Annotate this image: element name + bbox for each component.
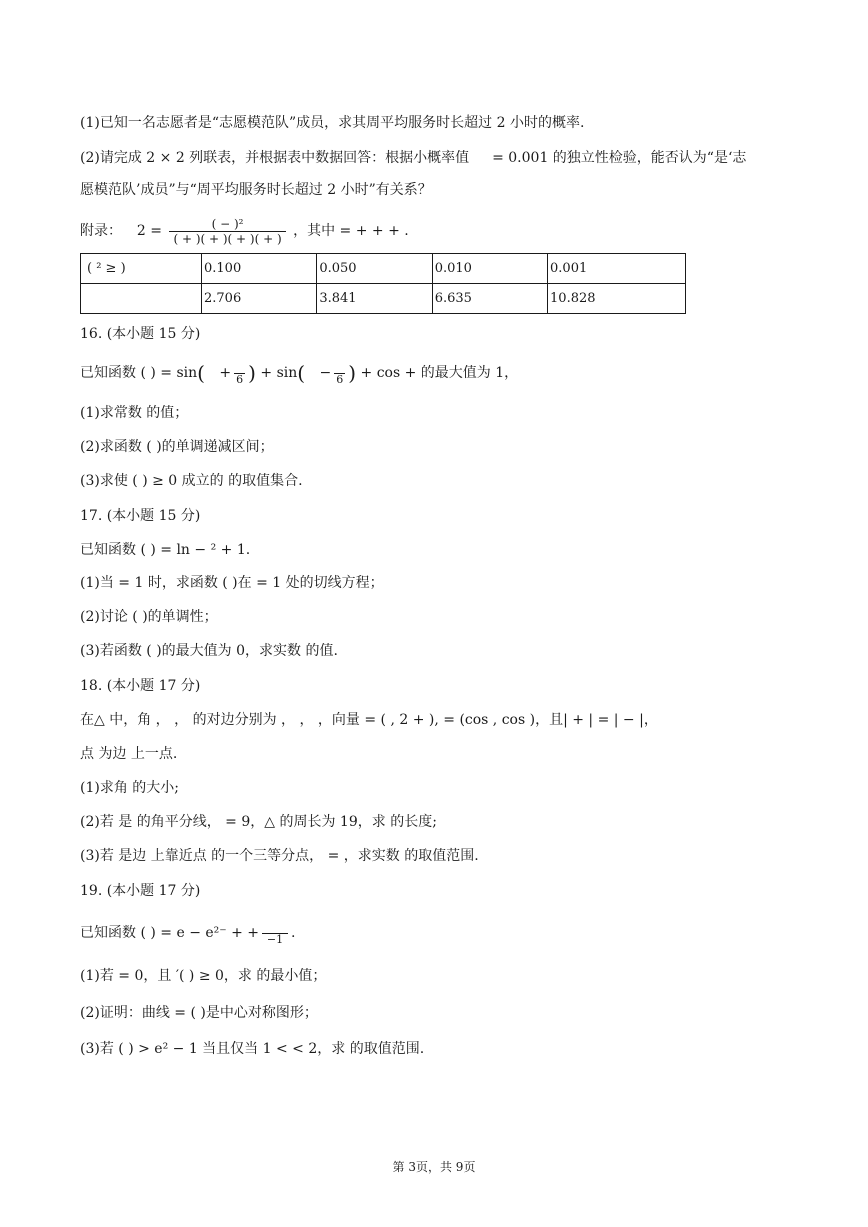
q16-fraction-1 <box>234 361 245 386</box>
page-footer: 第 3页，共 9页 <box>392 1160 476 1174</box>
q16-fraction-1-num <box>234 361 245 374</box>
table-cell: 0.001 <box>548 254 686 284</box>
q16-part1: (1)求常数 的值； <box>80 405 189 421</box>
q19-part3: (3)若 ( ) > e² − 1 当且仅当 1 < < 2，求 的取值范围. <box>80 1041 425 1057</box>
table-cell: 0.050 <box>317 254 432 284</box>
q18-stem-line1: 在△ 中，角 ， ， 的对边分别为 ， ， ，向量 = ( , 2 + ), = (cos , cos )，且| + | = | − |， <box>80 712 658 728</box>
q16-fraction-2 <box>334 361 345 386</box>
q18-part2: (2)若 是 的角平分线， = 9，△ 的周长为 19，求 的长度; <box>80 814 437 830</box>
table-row <box>81 284 686 314</box>
q15-part2-line1 <box>80 148 746 168</box>
table-cell: 6.635 <box>432 284 547 314</box>
q16-fraction-1-den: 6 <box>236 372 244 386</box>
q18-title: 18. (本小题 17 分) <box>80 678 201 694</box>
q19-stem-a: 已知函数 ( ) = e − e²⁻ + + <box>80 925 260 941</box>
q18-part3: (3)若 是边 上靠近点 的一个三等分点， = ，求实数 的取值范围. <box>80 848 479 864</box>
q15-part2-text-a: (2)请完成 2 × 2 列联表，并根据表中数据回答：根据小概率值 <box>80 150 470 166</box>
q17-part1: (1)当 = 1 时，求函数 ( )在 = 1 处的切线方程； <box>80 575 384 591</box>
appendix-where: ，其中 = + + + . <box>293 223 409 239</box>
chi-square-table <box>80 253 686 314</box>
q16-fraction-2-num <box>334 361 345 374</box>
q15-part1: (1)已知一名志愿者是“志愿模范队”成员，求其周平均服务时长超过 2 小时的概率. <box>80 115 585 131</box>
table-header-cell: ( ² ≥ ) <box>81 254 202 284</box>
table-cell: 10.828 <box>548 284 686 314</box>
q19-fraction-den: −1 <box>266 932 284 946</box>
q16-stem-c: + cos + 的最大值为 1， <box>360 365 519 381</box>
q16-fraction-2-den: 6 <box>336 372 344 386</box>
q19-part1: (1)若 = 0，且 ′( ) ≥ 0，求 的最小值； <box>80 968 327 984</box>
q18-part1: (1)求角 的大小; <box>80 780 179 796</box>
q16-stem: 已知函数 ( ) = sin( + 6 ) + sin( − 6 ) + cos + 的最大值为 1， <box>80 361 519 386</box>
appendix-chi-symbol: 2 = <box>136 223 162 239</box>
q19-fraction-num <box>262 921 288 934</box>
q18-stem-line2: 点 为边 上一点. <box>80 746 178 762</box>
appendix-formula-denominator: ( + )( + )( + )( + ) <box>173 231 282 246</box>
q17-stem: 已知函数 ( ) = ln − ² + 1. <box>80 542 251 558</box>
appendix-formula-fraction <box>169 217 285 246</box>
q16-stem-b: + sin <box>260 365 298 381</box>
q17-title: 17. (本小题 15 分) <box>80 508 201 524</box>
q19-stem-b: . <box>291 925 296 941</box>
table-header-cell-empty <box>81 284 202 314</box>
appendix-formula-numerator: ( − )² <box>169 217 285 232</box>
table-cell: 3.841 <box>317 284 432 314</box>
q16-part2: (2)求函数 ( )的单调递减区间； <box>80 439 274 455</box>
q16-title: 16. (本小题 15 分) <box>80 326 201 342</box>
q15-appendix <box>80 216 409 246</box>
q16-part3: (3)求使 ( ) ≥ 0 成立的 的取值集合. <box>80 473 303 489</box>
q19-title: 19. (本小题 17 分) <box>80 883 201 899</box>
q17-part2: (2)讨论 ( )的单调性； <box>80 609 218 625</box>
table-cell: 0.100 <box>202 254 317 284</box>
q15-part2-line2: 愿模范队’成员”与“周平均服务时长超过 2 小时”有关系？ <box>80 182 432 198</box>
q16-stem-a: 已知函数 ( ) = sin <box>80 365 198 381</box>
table-row <box>81 254 686 284</box>
q17-part3: (3)若函数 ( )的最大值为 0，求实数 的值. <box>80 643 338 659</box>
appendix-label: 附录： <box>80 223 122 239</box>
q19-fraction <box>262 921 288 946</box>
q19-stem <box>80 916 295 950</box>
table-cell: 2.706 <box>202 284 317 314</box>
q19-part2: (2)证明：曲线 = ( )是中心对称图形； <box>80 1005 318 1021</box>
q15-part2-text-b: = 0.001 的独立性检验，能否认为“是‘志 <box>492 150 747 166</box>
table-cell: 0.010 <box>432 254 547 284</box>
